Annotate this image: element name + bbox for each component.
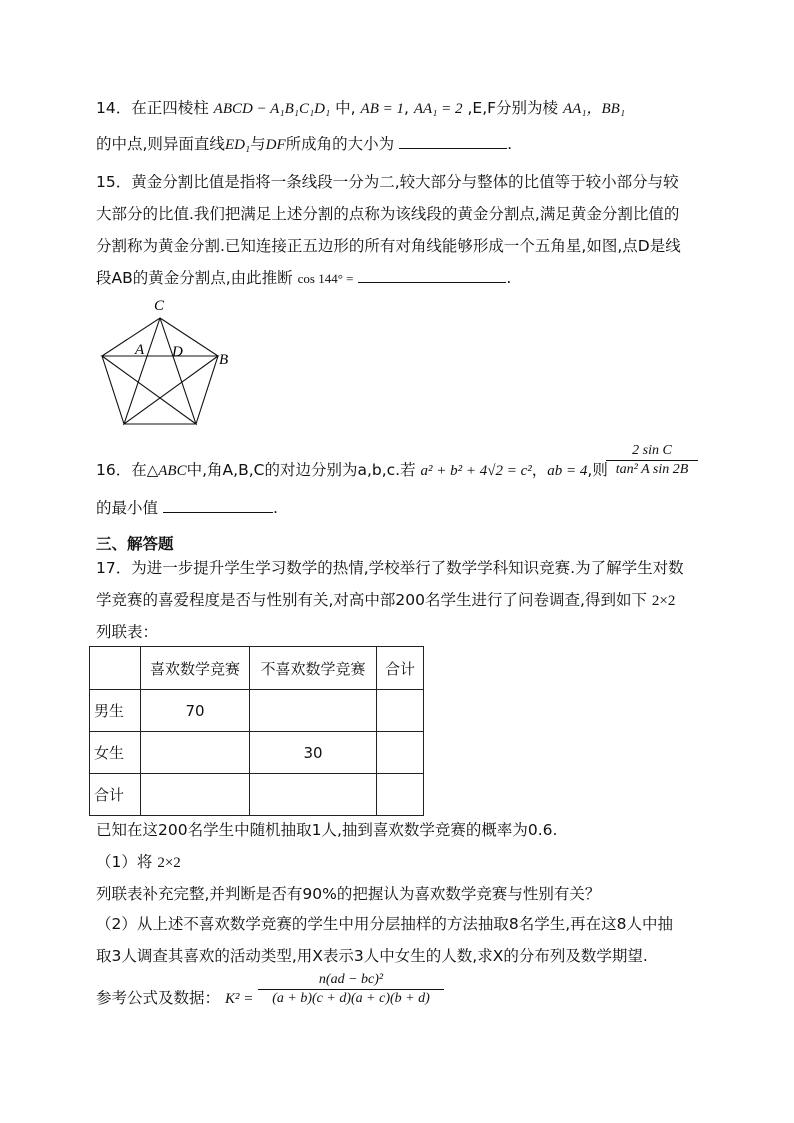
label-A: A — [135, 342, 145, 358]
table-cell[interactable] — [141, 732, 250, 774]
answer-blank-q14[interactable] — [399, 133, 507, 149]
table-cell[interactable] — [250, 774, 377, 816]
table-cell[interactable] — [250, 690, 377, 732]
label-B: B — [219, 352, 229, 368]
q16-line2: 的最小值 . — [96, 499, 278, 517]
q17-part1-line2: 列联表补充完整,并判断是否有90%的把握认为喜欢数学竞赛与性别有关？ — [96, 885, 601, 903]
q17-line1: 17．为进一步提升学生学习数学的热情,学校举行了数学学科知识竞赛.为了解学生对数 — [96, 559, 684, 577]
q14-line2: 的中点,则异面直线ED₁与DF所成角的大小为 . — [96, 135, 513, 153]
pentagram-figure — [92, 296, 242, 436]
k2-symbol: K² = — [224, 991, 254, 1007]
q16-fraction: 2 sin C tan² A sin 2B — [606, 443, 698, 478]
q17-part2-line1: （2）从上述不喜欢数学竞赛的学生中用分层抽样的方法抽取8名学生,再在这8人中抽 — [96, 915, 674, 933]
k2-fraction: n(ad − bc)² (a + b)(c + d)(a + c)(b + d) — [258, 972, 444, 1007]
table-cell[interactable]: 30 — [250, 732, 377, 774]
table-cell[interactable]: 70 — [141, 690, 250, 732]
q17-line2: 学竞赛的喜爱程度是否与性别有关,对高中部200名学生进行了问卷调查,得到如下 2×2 — [96, 591, 676, 609]
contingency-table — [89, 646, 424, 816]
table-cell[interactable] — [377, 732, 424, 774]
q16-line1: 16．在△ABC中,角A,B,C的对边分别为a,b,c.若 a² + b² + 4√2 = c²，ab = 4,则 — [96, 461, 608, 479]
q15-line4: 段AB的黄金分割点,由此推断 cos 144° = . — [96, 269, 512, 287]
header-dislike: 不喜欢数学竞赛 — [250, 647, 377, 690]
q17-after-table: 已知在这200名学生中随机抽取1人,抽到喜欢数学竞赛的概率为0.6. — [96, 821, 558, 839]
table-cell[interactable] — [377, 774, 424, 816]
reference-formula: 参考公式及数据： K² = — [96, 989, 254, 1007]
row-label: 合计 — [90, 774, 141, 816]
q14-line1: 14．在正四棱柱 ABCD − A₁B₁C₁D₁ 中, AB = 1, AA₁ = 2 ,E,F分别为棱 AA₁，BB₁ — [96, 99, 626, 117]
prism-name: ABCD − A₁B₁C₁D₁ — [213, 101, 331, 117]
q15-line2: 大部分的比值.我们把满足上述分割的点称为该线段的黄金分割点,满足黄金分割比值的 — [96, 205, 680, 223]
table-row — [90, 774, 424, 816]
row-label: 男生 — [90, 690, 141, 732]
answer-blank-q16[interactable] — [163, 497, 273, 513]
table-row — [90, 732, 424, 774]
table-cell[interactable] — [377, 690, 424, 732]
q17-line3: 列联表： — [96, 623, 159, 641]
q17-part1: （1）将 2×2 — [96, 853, 181, 871]
q17-part2-line2: 取3人调查其喜欢的活动类型,用X表示3人中女生的人数,求X的分布列及数学期望. — [96, 947, 648, 965]
answer-blank-q15[interactable] — [358, 267, 506, 283]
table-cell[interactable] — [141, 774, 250, 816]
section-heading: 三、解答题 — [96, 535, 174, 553]
row-label: 女生 — [90, 732, 141, 774]
pentagon-outline — [102, 318, 218, 424]
header-total: 合计 — [377, 647, 424, 690]
table-header-row — [90, 647, 424, 690]
label-C: C — [154, 298, 165, 314]
q15-line1: 15．黄金分割比值是指将一条线段一分为二,较大部分与整体的比值等于较小部分与较 — [96, 173, 679, 191]
q15-line3: 分割称为黄金分割.已知连接正五边形的所有对角线能够形成一个五角星,如图,点D是线 — [96, 237, 681, 255]
cos-expression: cos 144° = — [297, 271, 354, 286]
header-like: 喜欢数学竞赛 — [141, 647, 250, 690]
table-row — [90, 690, 424, 732]
label-D: D — [172, 344, 183, 360]
